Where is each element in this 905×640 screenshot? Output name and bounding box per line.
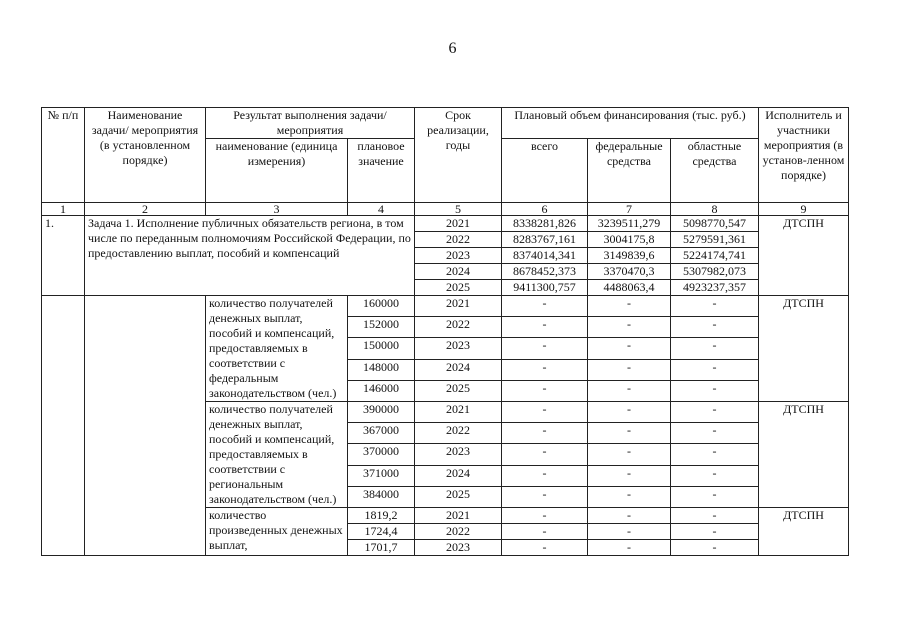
year-cell: 2022 xyxy=(415,423,502,444)
plan-value-cell: 371000 xyxy=(348,465,415,486)
col-number: 2 xyxy=(85,203,206,216)
regional-cell: - xyxy=(671,508,759,524)
federal-cell: - xyxy=(588,402,671,423)
total-cell: - xyxy=(502,524,588,540)
year-cell: 2023 xyxy=(415,540,502,556)
federal-cell: - xyxy=(588,338,671,359)
plan-value-cell: 367000 xyxy=(348,423,415,444)
total-cell: - xyxy=(502,508,588,524)
col-number: 4 xyxy=(348,203,415,216)
year-cell: 2024 xyxy=(415,465,502,486)
task-number: 1. xyxy=(42,216,85,296)
plan-value-cell: 152000 xyxy=(348,317,415,338)
year-cell: 2021 xyxy=(415,216,502,232)
regional-cell: - xyxy=(671,317,759,338)
year-cell: 2021 xyxy=(415,296,502,317)
federal-cell: 3239511,279 xyxy=(588,216,671,232)
federal-cell: - xyxy=(588,540,671,556)
regional-cell: - xyxy=(671,359,759,380)
plan-value-cell: 1701,7 xyxy=(348,540,415,556)
header-num: № п/п xyxy=(42,108,85,203)
col-number: 1 xyxy=(42,203,85,216)
col-number: 7 xyxy=(588,203,671,216)
total-cell: - xyxy=(502,296,588,317)
regional-cell: - xyxy=(671,540,759,556)
regional-cell: - xyxy=(671,465,759,486)
header-federal: федеральные средства xyxy=(588,139,671,203)
regional-cell: 5279591,361 xyxy=(671,232,759,248)
federal-cell: - xyxy=(588,380,671,401)
federal-cell: - xyxy=(588,486,671,507)
regional-cell: - xyxy=(671,486,759,507)
col-number: 9 xyxy=(759,203,849,216)
header-finance: Плановый объем финансирования (тыс. руб.) xyxy=(502,108,759,139)
header-regional: областные средства xyxy=(671,139,759,203)
total-cell: 8678452,373 xyxy=(502,264,588,280)
total-cell: 8283767,161 xyxy=(502,232,588,248)
total-cell: - xyxy=(502,540,588,556)
total-cell: 8374014,341 xyxy=(502,248,588,264)
federal-cell: - xyxy=(588,444,671,465)
federal-cell: - xyxy=(588,359,671,380)
indicator-name: количество произведенных денежных выплат, xyxy=(206,508,348,556)
header-result: Результат выполнения задачи/мероприятия xyxy=(206,108,415,139)
indicator-name: количество получателей денежных выплат, пособий и компенсаций, предоставляемых в соответствии с федеральным законодательством (чел.) xyxy=(206,296,348,402)
plan-value-cell: 370000 xyxy=(348,444,415,465)
plan-value-cell: 150000 xyxy=(348,338,415,359)
plan-value-cell: 390000 xyxy=(348,402,415,423)
header-total: всего xyxy=(502,139,588,203)
total-cell: 9411300,757 xyxy=(502,280,588,296)
executor-cell: ДТСПН xyxy=(759,296,849,402)
executor-cell: ДТСПН xyxy=(759,508,849,556)
year-cell: 2024 xyxy=(415,264,502,280)
federal-cell: - xyxy=(588,465,671,486)
federal-cell: - xyxy=(588,423,671,444)
year-cell: 2021 xyxy=(415,402,502,423)
plan-value-cell: 1724,4 xyxy=(348,524,415,540)
plan-value-cell: 160000 xyxy=(348,296,415,317)
regional-cell: 5098770,547 xyxy=(671,216,759,232)
year-cell: 2022 xyxy=(415,232,502,248)
year-cell: 2023 xyxy=(415,338,502,359)
total-cell: - xyxy=(502,380,588,401)
indicator-row xyxy=(42,296,849,317)
header-result-name: наименование (единица измерения) xyxy=(206,139,348,203)
total-cell: - xyxy=(502,402,588,423)
executor-cell: ДТСПН xyxy=(759,216,849,296)
federal-cell: 3149839,6 xyxy=(588,248,671,264)
header-executor: Исполнитель и участники мероприятия (в установ-ленном порядке) xyxy=(759,108,849,203)
col-number: 6 xyxy=(502,203,588,216)
task-row xyxy=(42,216,849,232)
year-cell: 2025 xyxy=(415,486,502,507)
regional-cell: 5307982,073 xyxy=(671,264,759,280)
year-cell: 2023 xyxy=(415,248,502,264)
regional-cell: 5224174,741 xyxy=(671,248,759,264)
task-name: Задача 1. Исполнение публичных обязательств региона, в том числе по переданным полномочиям Российской Федерации, по предоставлению выплат, пособий и компенсаций xyxy=(85,216,415,296)
plan-value-cell: 148000 xyxy=(348,359,415,380)
col-number: 8 xyxy=(671,203,759,216)
year-cell: 2024 xyxy=(415,359,502,380)
total-cell: - xyxy=(502,338,588,359)
federal-cell: - xyxy=(588,508,671,524)
federal-cell: - xyxy=(588,296,671,317)
total-cell: - xyxy=(502,359,588,380)
federal-cell: - xyxy=(588,317,671,338)
year-cell: 2021 xyxy=(415,508,502,524)
col-number: 5 xyxy=(415,203,502,216)
empty-num-cell xyxy=(42,296,85,556)
total-cell: - xyxy=(502,317,588,338)
total-cell: - xyxy=(502,444,588,465)
year-cell: 2023 xyxy=(415,444,502,465)
regional-cell: - xyxy=(671,380,759,401)
year-cell: 2025 xyxy=(415,280,502,296)
total-cell: - xyxy=(502,486,588,507)
federal-cell: 3004175,8 xyxy=(588,232,671,248)
plan-value-cell: 384000 xyxy=(348,486,415,507)
header-result-plan: плановое значение xyxy=(348,139,415,203)
year-cell: 2025 xyxy=(415,380,502,401)
regional-cell: - xyxy=(671,444,759,465)
header-name: Наименование задачи/ мероприятия (в установленном порядке) xyxy=(85,108,206,203)
federal-cell: - xyxy=(588,524,671,540)
regional-cell: - xyxy=(671,423,759,444)
executor-cell: ДТСПН xyxy=(759,402,849,508)
plan-value-cell: 146000 xyxy=(348,380,415,401)
regional-cell: - xyxy=(671,402,759,423)
indicator-name: количество получателей денежных выплат, пособий и компенсаций, предоставляемых в соответствии с региональным законодательством (чел.) xyxy=(206,402,348,508)
total-cell: - xyxy=(502,423,588,444)
header-term: Срок реализации, годы xyxy=(415,108,502,203)
regional-cell: 4923237,357 xyxy=(671,280,759,296)
regional-cell: - xyxy=(671,338,759,359)
empty-name-cell xyxy=(85,296,206,556)
regional-cell: - xyxy=(671,296,759,317)
col-number: 3 xyxy=(206,203,348,216)
page-number: 6 xyxy=(448,40,457,57)
total-cell: - xyxy=(502,465,588,486)
plan-value-cell: 1819,2 xyxy=(348,508,415,524)
federal-cell: 4488063,4 xyxy=(588,280,671,296)
federal-cell: 3370470,3 xyxy=(588,264,671,280)
total-cell: 8338281,826 xyxy=(502,216,588,232)
program-table xyxy=(41,107,849,556)
regional-cell: - xyxy=(671,524,759,540)
year-cell: 2022 xyxy=(415,524,502,540)
year-cell: 2022 xyxy=(415,317,502,338)
